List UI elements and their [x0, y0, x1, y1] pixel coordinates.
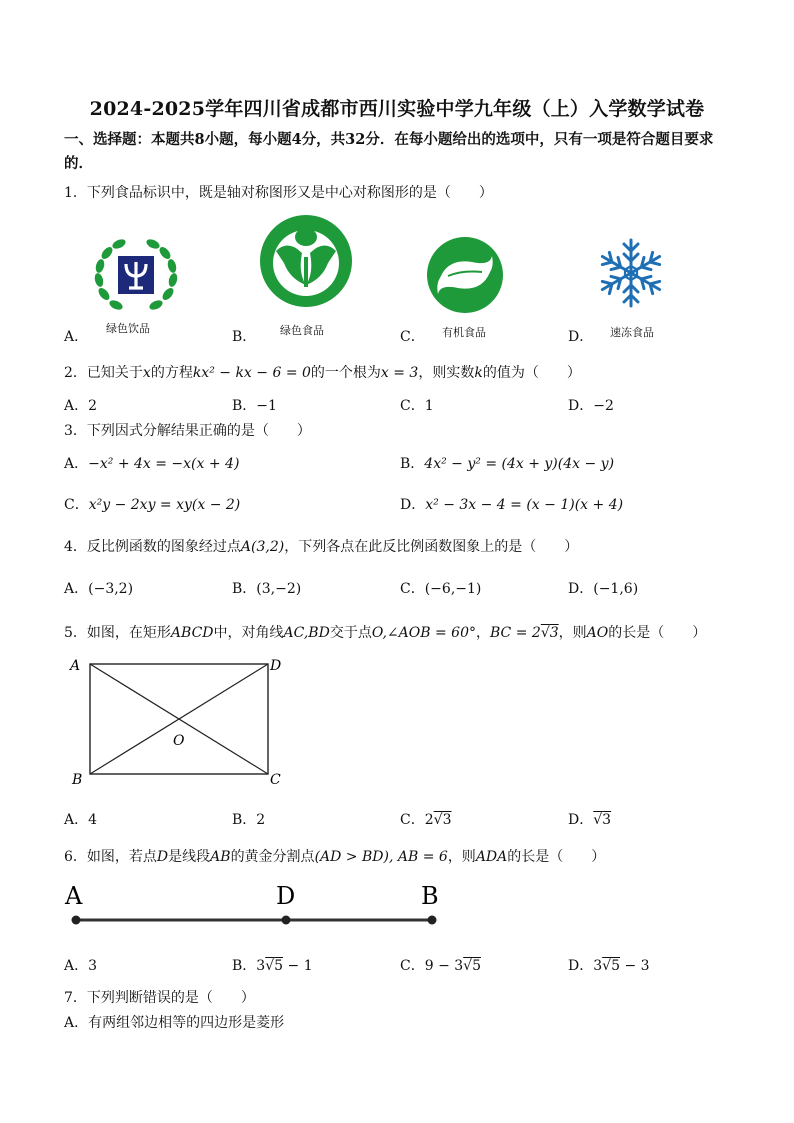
green-drink-logo-icon	[92, 234, 180, 318]
logo-c	[426, 236, 506, 339]
q6-option-d: D．3√5 − 3	[568, 958, 650, 974]
q2-option-c: C．1	[400, 398, 434, 414]
page-title: 2024-2025学年四川省成都市西川实验中学九年级（上）入学数学试卷	[89, 98, 705, 120]
label-b: B	[72, 772, 83, 788]
q3-option-d: D．x² − 3x − 4 = (x − 1)(x + 4)	[400, 497, 624, 513]
question-1-stem: 1．下列食品标识中，既是轴对称图形又是中心对称图形的是（ ）	[64, 185, 493, 201]
label-c: C	[270, 772, 281, 788]
logo-a-label: 绿色饮品	[106, 322, 150, 335]
q5-option-b: B．2	[232, 812, 266, 828]
q1-option-a: A．	[64, 329, 89, 345]
question-5-stem: 5．如图，在矩形ABCD中，对角线AC,BD交于点O,∠AOB = 60°，BC = 2√3，则AO的长是（ ）	[64, 625, 707, 641]
q3-option-c: C．x²y − 2xy = xy(x − 2)	[64, 497, 241, 513]
q6-option-c: C．9 − 3√5	[400, 958, 482, 974]
question-2-stem: 2．已知关于x的方程kx² − kx − 6 = 0的一个根为x = 3，则实数k的值为（ ）	[64, 365, 581, 381]
q4-option-b: B．(3,−2)	[232, 581, 302, 597]
q6-option-a: A．3	[64, 958, 98, 974]
q6-option-b: B．3√5 − 1	[232, 958, 313, 974]
organic-food-logo-icon	[426, 236, 504, 314]
q4-option-c: C．(−6,−1)	[400, 581, 482, 597]
label-o: O	[173, 733, 185, 749]
q4-option-d: D．(−1,6)	[568, 581, 639, 597]
label-b: B	[421, 882, 439, 910]
logo-c-label: 有机食品	[442, 326, 486, 339]
question-4-stem: 4．反比例函数的图象经过点A(3,2)，下列各点在此反比例函数图象上的是（ ）	[64, 539, 579, 555]
logo-b	[258, 213, 354, 337]
q3-option-a: A．−x² + 4x = −x(x + 4)	[64, 456, 240, 472]
q5-option-a: A．4	[64, 812, 98, 828]
question-6-stem: 6．如图，若点D是线段AB的黄金分割点(AD > BD), AB = 6，则ADA的长是（ ）	[64, 849, 606, 865]
rectangle-figure	[60, 652, 290, 788]
q2-option-a: A．2	[64, 398, 98, 414]
logo-b-label: 绿色食品	[280, 324, 324, 337]
q2-root: x = 3	[380, 365, 419, 381]
q2-option-b: B．−1	[232, 398, 277, 414]
q5-option-c: C．2√3	[400, 812, 452, 828]
q5-option-d: D．√3	[568, 812, 612, 828]
green-food-logo-icon	[258, 213, 354, 309]
question-7-stem: 7．下列判断错误的是（ ）	[64, 990, 255, 1006]
q1-option-b: B．	[232, 329, 257, 345]
q2-equation: kx² − kx − 6 = 0	[192, 365, 311, 381]
snowflake-logo-icon	[594, 236, 668, 310]
q1-option-d: D．	[568, 329, 594, 345]
q1-option-c: C．	[400, 329, 425, 345]
q2-option-d: D．−2	[568, 398, 614, 414]
label-d: D	[270, 658, 282, 674]
segment-figure	[60, 876, 460, 932]
question-3-stem: 3．下列因式分解结果正确的是（ ）	[64, 423, 311, 439]
logo-d-label: 速冻食品	[610, 326, 654, 339]
label-a: A	[70, 658, 81, 674]
logo-d	[594, 236, 674, 339]
label-a: A	[65, 882, 83, 910]
q3-option-b: B．4x² − y² = (4x + y)(4x − y)	[400, 456, 615, 472]
logo-a	[92, 234, 180, 335]
q4-option-a: A．(−3,2)	[64, 581, 134, 597]
section-heading: 一、选择题：本题共8小题，每小题4分，共32分．在每小题给出的选项中，只有一项是符合题目要求的．	[64, 131, 714, 172]
label-d: D	[276, 882, 296, 910]
q7-option-a: A．有两组邻边相等的四边形是菱形	[64, 1015, 285, 1031]
